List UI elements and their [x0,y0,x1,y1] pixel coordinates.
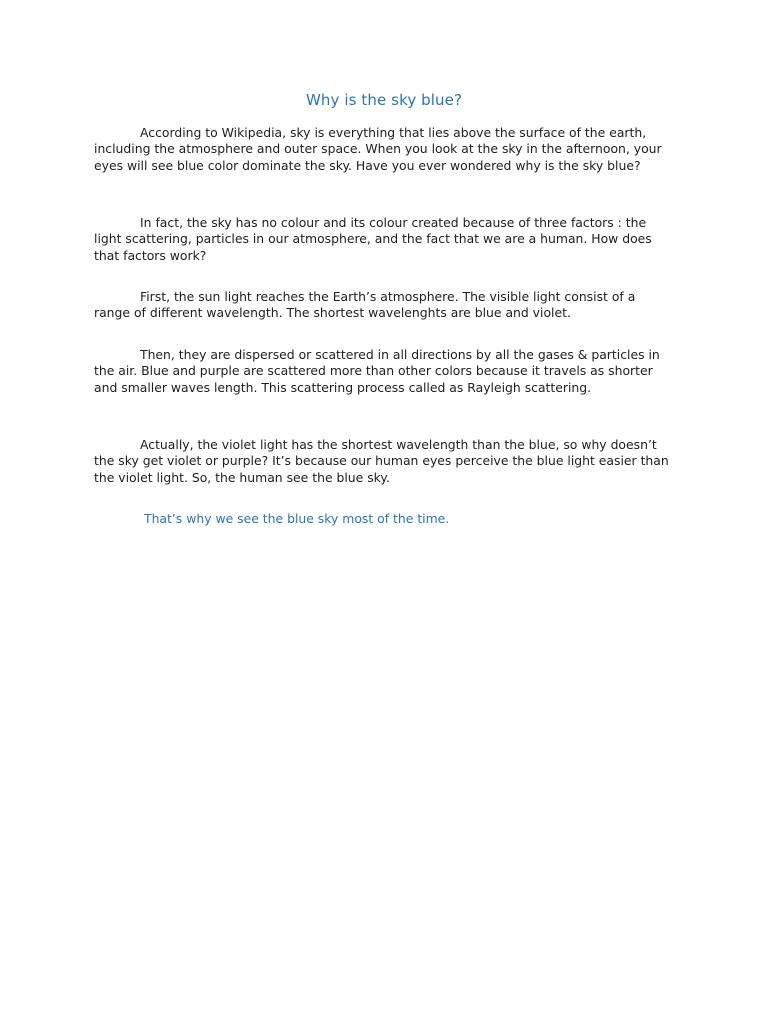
paragraph-scattering: Then, they are dispersed or scattered in all directions by all the gases & particles in the air. Blue and purple are scattered more than other colors because it travels as shorter and smaller waves length. This scattering process called as Rayleigh scattering. [94,347,660,395]
paragraph-factors: In fact, the sky has no colour and its colour created because of three factors : the light scattering, particles in our atmosphere, and the fact that we are a human. How does that factors work? [94,215,652,263]
paragraph-violet: Actually, the violet light has the shortest wavelength than the blue, so why doesn’t the sky get violet or purple? It’s because our human eyes perceive the blue light easier than the violet light. So, the human see the blue sky. [94,437,669,485]
paragraph-sunlight: First, the sun light reaches the Earth’s atmosphere. The visible light consist of a range of different wavelength. The shortest wavelenghts are blue and violet. [94,289,636,321]
closing-statement: That’s why we see the blue sky most of the time. [144,511,450,526]
document-title: Why is the sky blue? [305,91,463,109]
paragraph-intro: According to Wikipedia, sky is everything that lies above the surface of the earth, including the atmosphere and outer space. When you look at the sky in the afternoon, your eyes will see blue color dominate the sky. Have you ever wondered why is the sky blue? [94,125,662,173]
